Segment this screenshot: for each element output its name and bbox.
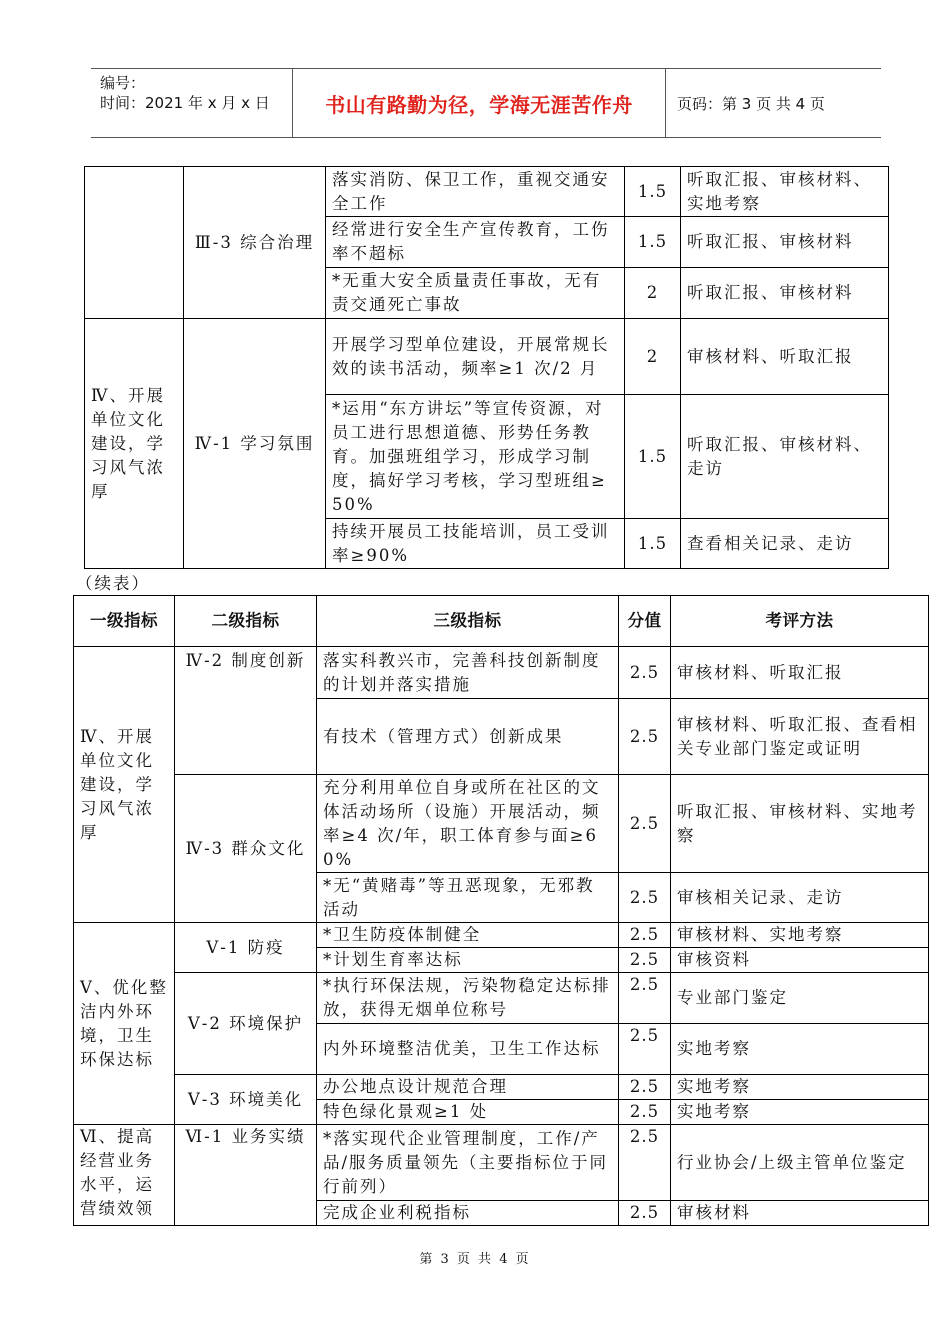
level2-cell: Ⅵ-1 业务实绩	[175, 1125, 317, 1226]
method-cell: 审核材料、听取汇报	[671, 647, 929, 699]
level1-cell: Ⅴ、优化整洁内外环境，卫生环保达标	[74, 923, 175, 1125]
score-cell: 1.5	[625, 395, 681, 519]
level3-cell: 特色绿化景观≥1 处	[317, 1100, 619, 1125]
header-level1: 一级指标	[74, 596, 175, 647]
level3-cell: 开展学习型单位建设，开展常规长效的读书活动，频率≥1 次/2 月	[326, 319, 625, 395]
method-cell: 查看相关记录、走访	[681, 519, 889, 569]
header-level3: 三级指标	[317, 596, 619, 647]
table-row	[74, 647, 929, 699]
motto: 书山有路勤为径，学海无涯苦作舟	[325, 92, 633, 117]
method-cell: 审核材料	[671, 1201, 929, 1226]
page-header	[91, 68, 881, 138]
table-row	[74, 923, 929, 948]
table-row	[74, 1125, 929, 1201]
header-motto-cell	[292, 69, 666, 137]
level3-cell: 落实科教兴市，完善科技创新制度的计划并落实措施	[317, 647, 619, 699]
page-footer: 第 3 页 共 4 页	[419, 1252, 531, 1267]
method-cell: 听取汇报、审核材料	[681, 268, 889, 319]
header-level2: 二级指标	[175, 596, 317, 647]
level2-cell: Ⅴ-1 防疫	[175, 923, 317, 973]
level1-cell: Ⅵ、提高经营业务水平，运营绩效领	[74, 1125, 175, 1226]
table-header-row	[74, 596, 929, 647]
method-cell: 听取汇报、审核材料、走访	[681, 395, 889, 519]
score-cell: 2.5	[619, 1201, 671, 1226]
level3-cell: *运用“东方讲坛”等宣传资源，对员工进行思想道德、形势任务教育。加强班组学习，形成学习制度，搞好学习考核，学习型班组≥50%	[326, 395, 625, 519]
table-row	[74, 1075, 929, 1100]
score-cell: 2.5	[619, 1075, 671, 1100]
method-cell: 行业协会/上级主管单位鉴定	[671, 1125, 929, 1201]
score-cell: 2	[625, 268, 681, 319]
level3-cell: 经常进行安全生产宣传教育，工伤率不超标	[326, 217, 625, 268]
level2-cell: Ⅴ-3 环境美化	[175, 1075, 317, 1125]
method-cell: 审核材料、听取汇报	[681, 319, 889, 395]
score-cell: 2	[625, 319, 681, 395]
method-cell: 审核相关记录、走访	[671, 873, 929, 923]
method-cell: 听取汇报、审核材料、实地考察	[681, 167, 889, 217]
method-cell: 审核材料、实地考察	[671, 923, 929, 948]
evaluation-table-part1	[84, 166, 889, 569]
page-label: 页码：第 3 页 共 4 页	[677, 94, 825, 113]
level3-cell: *无重大安全质量责任事故，无有责交通死亡事故	[326, 268, 625, 319]
continued-label: （续表）	[76, 574, 150, 593]
evaluation-table-part2	[73, 595, 929, 1226]
level3-cell: 落实消防、保卫工作，重视交通安全工作	[326, 167, 625, 217]
method-cell: 实地考察	[671, 1100, 929, 1125]
method-cell: 实地考察	[671, 1075, 929, 1100]
score-cell: 1.5	[625, 167, 681, 217]
level1-cell: Ⅳ、开展单位文化建设，学习风气浓厚	[85, 319, 184, 569]
level3-cell: *计划生育率达标	[317, 948, 619, 973]
score-cell: 2.5	[619, 948, 671, 973]
method-cell: 听取汇报、审核材料	[681, 217, 889, 268]
level2-cell: Ⅲ-3 综合治理	[184, 167, 326, 319]
level3-cell: 办公地点设计规范合理	[317, 1075, 619, 1100]
level2-cell: Ⅳ-2 制度创新	[175, 647, 317, 775]
table-row	[85, 167, 889, 217]
time-label: 时间：2021 年 x 月 x 日	[100, 94, 270, 112]
level3-cell: *卫生防疫体制健全	[317, 923, 619, 948]
table-row	[85, 319, 889, 395]
score-cell: 2.5	[619, 699, 671, 775]
method-cell: 审核资料	[671, 948, 929, 973]
score-cell: 1.5	[625, 519, 681, 569]
score-cell: 2.5	[619, 873, 671, 923]
level3-cell: 有技术（管理方式）创新成果	[317, 699, 619, 775]
level3-cell: 持续开展员工技能培训，员工受训率≥90%	[326, 519, 625, 569]
number-label: 编号：	[100, 74, 146, 92]
level3-cell: 内外环境整洁优美，卫生工作达标	[317, 1024, 619, 1075]
table-row	[74, 775, 929, 873]
level3-cell: 充分利用单位自身或所在社区的文体活动场所（设施）开展活动，频率≥4 次/年，职工体育参与面≥60%	[317, 775, 619, 873]
level1-cell	[85, 167, 184, 319]
header-score: 分值	[619, 596, 671, 647]
table-row	[74, 973, 929, 1024]
score-cell: 2.5	[619, 647, 671, 699]
level3-cell: *执行环保法规，污染物稳定达标排放，获得无烟单位称号	[317, 973, 619, 1024]
level2-cell: Ⅴ-2 环境保护	[175, 973, 317, 1075]
method-cell: 听取汇报、审核材料、实地考察	[671, 775, 929, 873]
method-cell: 审核材料、听取汇报、查看相关专业部门鉴定或证明	[671, 699, 929, 775]
level3-cell: *落实现代企业管理制度，工作/产品/服务质量领先（主要指标位于同行前列）	[317, 1125, 619, 1201]
method-cell: 实地考察	[671, 1024, 929, 1075]
header-method: 考评方法	[671, 596, 929, 647]
score-cell: 2.5	[619, 973, 671, 1024]
score-cell: 1.5	[625, 217, 681, 268]
score-cell: 2.5	[619, 1100, 671, 1125]
level2-cell: Ⅳ-1 学习氛围	[184, 319, 326, 569]
level3-cell: *无“黄赌毒”等丑恶现象，无邪教活动	[317, 873, 619, 923]
level1-cell: Ⅳ、开展单位文化建设，学习风气浓厚	[74, 647, 175, 923]
header-meta	[91, 69, 291, 137]
method-cell: 专业部门鉴定	[671, 973, 929, 1024]
header-page-cell	[665, 69, 881, 137]
score-cell: 2.5	[619, 1024, 671, 1075]
score-cell: 2.5	[619, 1125, 671, 1201]
level2-cell: Ⅳ-3 群众文化	[175, 775, 317, 923]
score-cell: 2.5	[619, 775, 671, 873]
score-cell: 2.5	[619, 923, 671, 948]
level3-cell: 完成企业利税指标	[317, 1201, 619, 1226]
